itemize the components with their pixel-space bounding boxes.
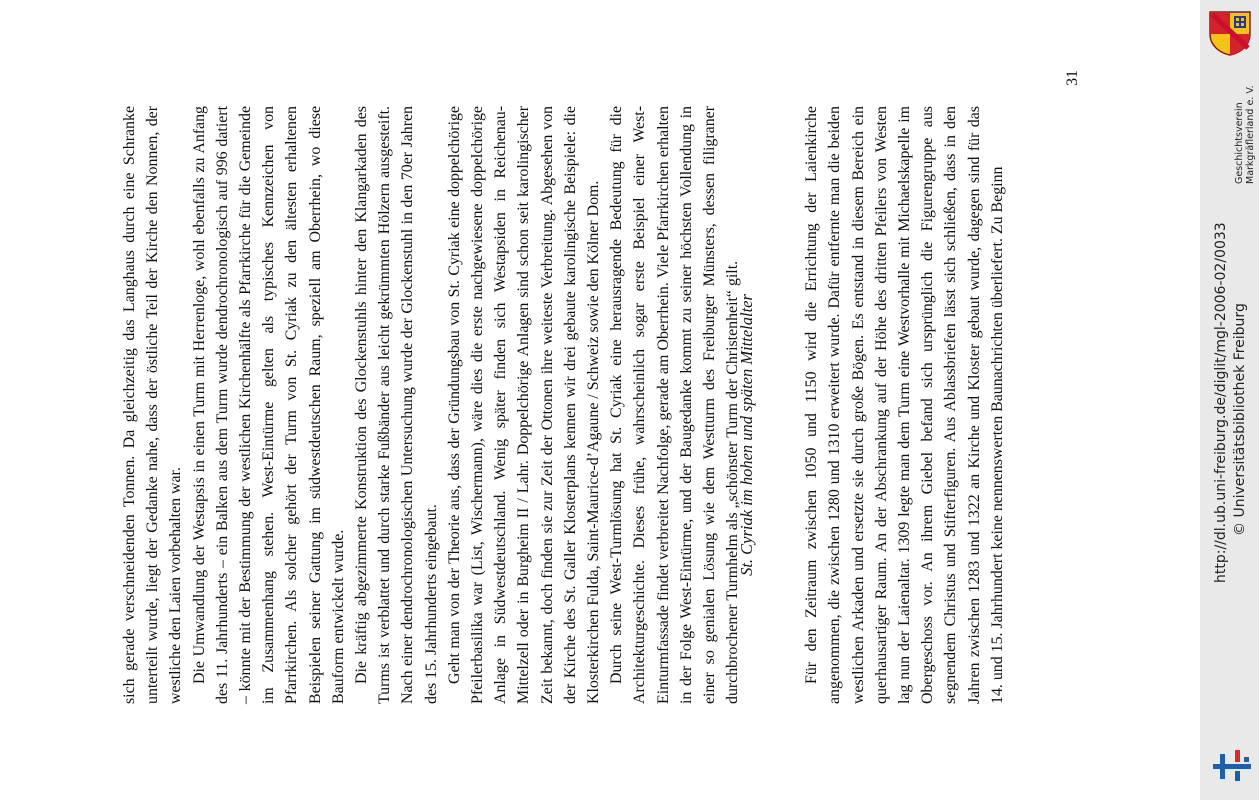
page-number: 31 bbox=[1064, 70, 1081, 86]
society-name-line1: Geschichtsverein bbox=[1234, 102, 1245, 184]
paragraph: Geht man von der Theorie aus, dass der Gründungsbau von St. Cyriak eine doppelchörige Pfeilerbasilika war (List, Wischermann), wäre dies die erste nachgewiesene doppelchörige Anlage in Südwestdeutschland. Wenig später finden sich Westapsiden in Reichenau-Mittelzell oder in Burgheim II / Lahr. Doppelchörige Anlagen sind schon seit karolingischer Zeit bekannt, doch finden sie zur Zeit der Ottonen ihre weiteste Verbreitung. Abgesehen von der Kirche des St. Galler Klosterplans kennen wir drei gebaute karolingische Beispiele: die Klosterkirchen Fulda, Saint-Maurice-d’Agaune / Schweiz sowie den Kölner Dom. bbox=[445, 106, 603, 704]
paragraph: Die kräftig abgezimmerte Konstruktion des Glockenstuhls hinter den Klangarkaden des Turms ist verblattet und durch starke Fußbänder aus leicht gekrümmten Hölzern ausgesteift. Nach einer dendrochronologischen Untersuchung wurde der Glockenstuhl in den 70er Jahren des 15. Jahrhunderts eingebaut. bbox=[353, 106, 440, 704]
paragraph: Die Umwandlung der Westapsis in einen Turm mit Herrenloge, wohl ebenfalls zu Anfang des 11. Jahrhunderts – ein Balken aus dem Turm wurde dendrochronologisch auf 996 datiert – könnte mit der Bestimmung der westlichen Kirchenhälfte als Pfarrkirche für die Gemeinde im Zusammenhang stehen. West-Eintürme gelten als typisches Kennzeichen von Pfarrkirchen. Als solcher gehört der Turm von St. Cyriak zu den ältesten erhaltenen Beispielen seiner Gattung im südwestdeutschen Raum, speziell am Oberrhein, wo diese Bauform entwickelt wurde. bbox=[190, 106, 347, 704]
text-column-2 bbox=[735, 106, 1009, 704]
section-heading: St. Cyriak im hohen und späten Mittelalter bbox=[737, 294, 756, 576]
society-crest-icon bbox=[1206, 8, 1254, 56]
source-url-link[interactable]: http://dl.ub.uni-freiburg.de/diglit/mgl-2006-02/0033 bbox=[1213, 222, 1229, 583]
copyright-notice: © Universitätsbibliothek Freiburg bbox=[1232, 303, 1248, 536]
text-column-1 bbox=[118, 106, 744, 704]
paragraph: sich gerade verschneidenden Tonnen. Da gleichzeitig das Langhaus durch eine Schranke unterteilt wurde, liegt der Gedanke nahe, dass der östliche Teil der Kirche den Nonnen, der westliche den Laien vorbehalten war. bbox=[121, 106, 185, 704]
paragraph: Durch seine West-Turmlösung hat St. Cyriak eine herausragende Bedeutung für die Architekturgeschichte. Dieses frühe, wahrscheinlich sogar erste Beispiel einer West-Einturmfassade findet verbreitet Nachfolge, gerade am Oberrhein. Viele Pfarrkirchen erhalten in der Folge West-Eintürme, und der Baugedanke kommt zu seiner höchsten Vollendung in einer so genialen Lösung wie dem Westturm des Freiburger Münsters, dessen filigraner durchbrochener Turmhelm als „schönster Turm der Christenheit“ gilt. bbox=[608, 106, 742, 704]
ub-freiburg-logo-icon bbox=[1211, 748, 1253, 782]
paragraph: Für den Zeitraum zwischen 1050 und 1150 wird die Errichtung der Laienkirche angenommen, die zwischen 1280 und 1310 erweitert wurde. Dafür entfernte man die beiden westlichen Arkaden und ersetzte sie durch große Bögen. Es entstand in diesem Bereich ein querhausartiger Raum. An der Abschrankung auf der Höhe des dritten Pfeilers von Westen lag nun der Laienaltar. 1309 legte man dem Turm eine Westvorhalle mit Michaelskapelle im Obergeschoss vor. An ihrem Giebel befand sich ursprünglich die Figurengruppe aus segnendem Christus und Stifterfiguren. Aus Ablassbriefen lässt sich schließen, dass in den Jahren zwischen 1283 und 1322 an Kirche und Kloster gebaut wurde, dagegen sind für das 14. und 15. Jahrhundert keine nennenswerten Baunachrichten überliefert. Zu Beginn bbox=[803, 106, 1006, 704]
society-name-line2: Markgräflerland e. V. bbox=[1245, 85, 1256, 184]
